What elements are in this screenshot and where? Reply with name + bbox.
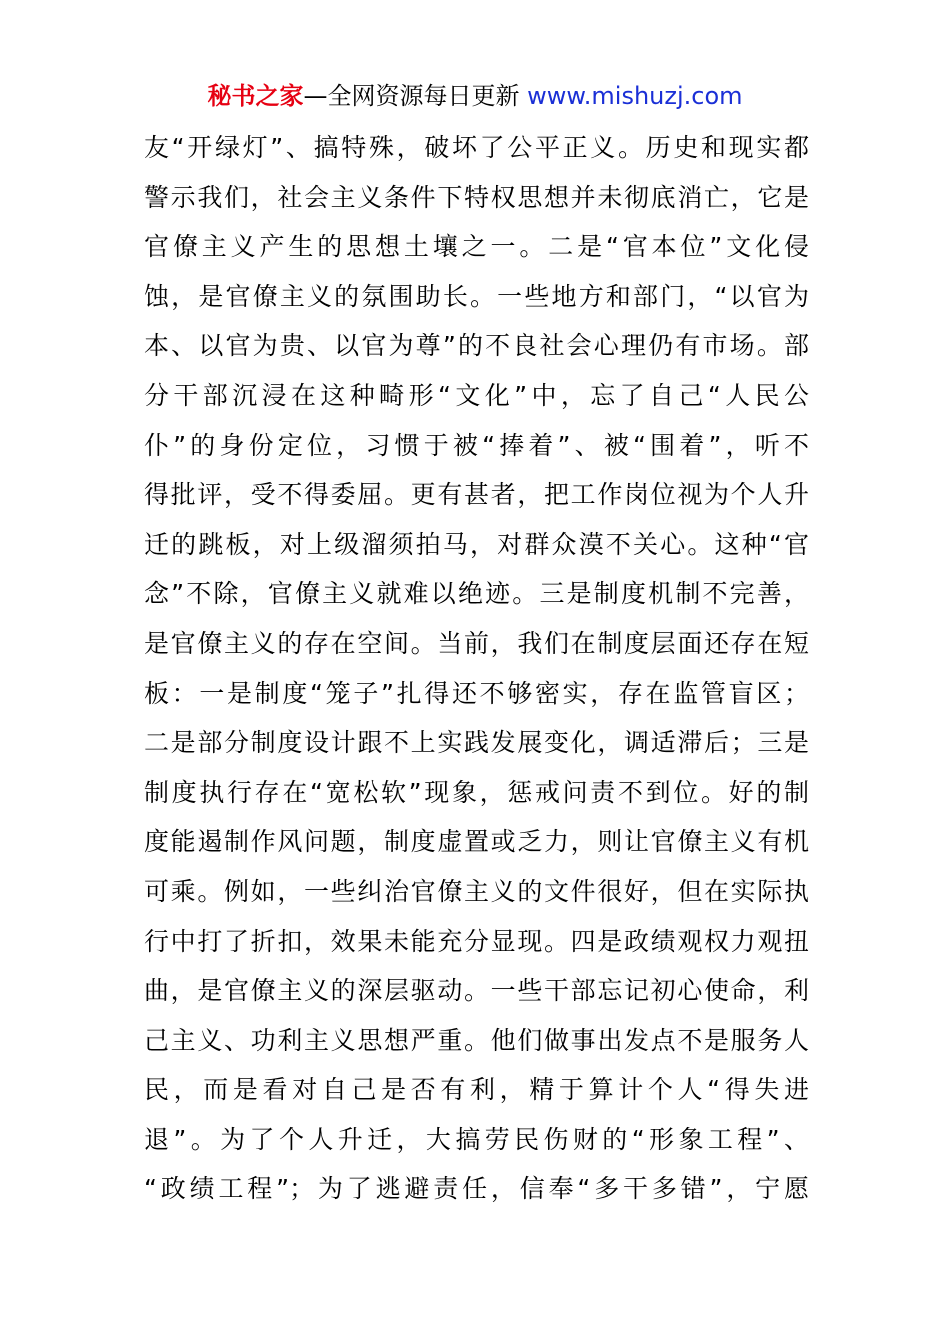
text-line: 行中打了折扣，效果未能充分显现。四是政绩观权力观扭 — [144, 926, 809, 956]
text-line: 官僚主义产生的思想土壤之一。二是“官本位”文化侵 — [144, 232, 809, 262]
text-line: 友“开绿灯”、搞特殊，破坏了公平正义。历史和现实都 — [144, 133, 809, 162]
text-line: 退”。为了个人升迁，大搞劳民伤财的“形象工程”、 — [144, 1124, 809, 1154]
site-brand: 秘书之家 — [207, 82, 304, 110]
site-header — [0, 80, 950, 112]
text-line: 制度执行存在“宽松软”现象，惩戒问责不到位。好的制 — [144, 777, 809, 807]
text-line: 是官僚主义的存在空间。当前，我们在制度层面还存在短 — [144, 628, 809, 658]
document-body — [144, 123, 809, 1214]
text-line: 板：一是制度“笼子”扎得还不够密实，存在监管盲区； — [144, 678, 809, 708]
text-line: 迁的跳板，对上级溜须拍马，对群众漠不关心。这种“官 — [144, 529, 809, 559]
text-line: 蚀，是官僚主义的氛围助长。一些地方和部门，“以官为 — [144, 281, 809, 311]
text-line: 念”不除，官僚主义就难以绝迹。三是制度机制不完善， — [144, 579, 809, 609]
text-line: 本、以官为贵、以官为尊”的不良社会心理仍有市场。部 — [144, 331, 809, 361]
text-line: 曲，是官僚主义的深层驱动。一些干部忘记初心使命，利 — [144, 976, 809, 1006]
text-line: 分干部沉浸在这种畸形“文化”中，忘了自己“人民公 — [144, 380, 809, 410]
text-line: 警示我们，社会主义条件下特权思想并未彻底消亡，它是 — [144, 182, 809, 212]
text-line: 得批评，受不得委屈。更有甚者，把工作岗位视为个人升 — [144, 480, 809, 510]
text-line: 二是部分制度设计跟不上实践发展变化，调适滞后；三是 — [144, 728, 809, 758]
text-line: 度能遏制作风问题，制度虚置或乏力，则让官僚主义有机 — [144, 827, 809, 857]
site-url-link[interactable]: www.mishuzj.com — [527, 82, 743, 110]
text-line: 可乘。例如，一些纠治官僚主义的文件很好，但在实际执 — [144, 876, 809, 906]
text-line: 仆”的身份定位，习惯于被“捧着”、被“围着”，听不 — [144, 430, 809, 460]
text-line: 己主义、功利主义思想严重。他们做事出发点不是服务人 — [144, 1025, 809, 1055]
text-line: “政绩工程”；为了逃避责任，信奉“多干多错”，宁愿 — [144, 1174, 809, 1204]
site-tagline: —全网资源每日更新 — [303, 82, 520, 110]
text-line: 民，而是看对自己是否有利，精于算计个人“得失进 — [144, 1075, 809, 1105]
